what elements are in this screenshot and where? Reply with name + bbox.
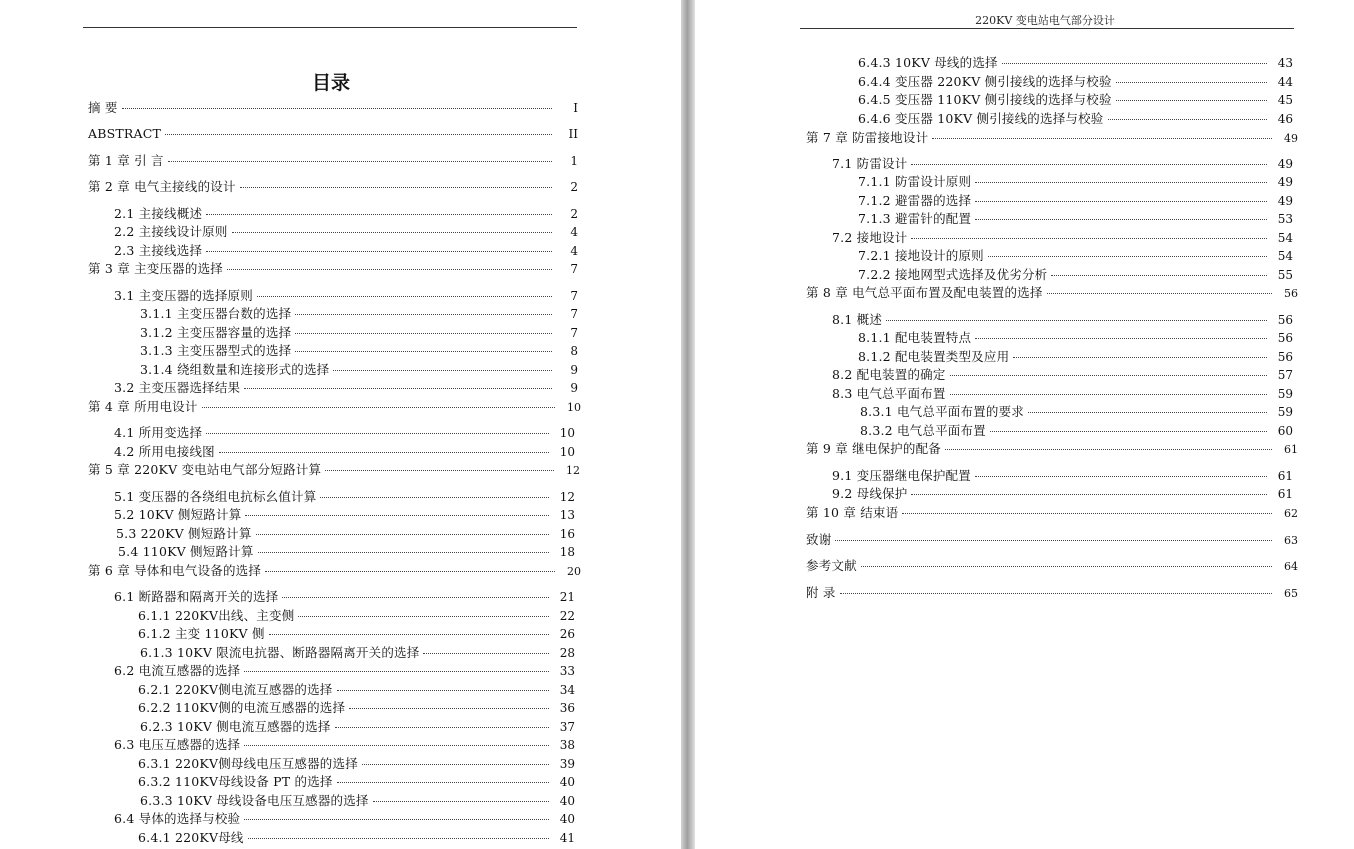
toc-entry-page-number: 18: [559, 545, 575, 559]
toc-entry-page-number: 10: [567, 401, 581, 414]
toc-entry-label: 2.2 主接线设计原则: [114, 224, 228, 239]
toc-entry-page-number: 62: [1284, 507, 1298, 520]
toc-entry-page-number: 53: [1277, 212, 1293, 226]
toc-entry[interactable]: [88, 153, 578, 169]
toc-entry-label: 第 10 章 结束语: [806, 505, 899, 520]
dot-leader: [990, 431, 1267, 432]
dot-leader: [349, 708, 549, 709]
toc-entry-label: 6.2.1 220KV侧电流互感器的选择: [138, 682, 333, 697]
dot-leader: [975, 201, 1267, 202]
dot-leader: [206, 251, 552, 252]
toc-entry[interactable]: [858, 267, 1293, 283]
toc-entry-label: 第 8 章 电气总平面布置及配电装置的选择: [806, 285, 1043, 300]
toc-entry-page-number: 1: [570, 154, 578, 168]
toc-entry-page-number: 28: [559, 646, 575, 660]
toc-entry-page-number: 49: [1277, 194, 1293, 208]
toc-entry[interactable]: [858, 193, 1293, 209]
dot-leader: [1116, 100, 1267, 101]
toc-entry-label: 4.2 所用电接线图: [114, 444, 215, 459]
toc-entry-label: 7.1.1 防雷设计原则: [858, 174, 972, 189]
page-gutter: [681, 0, 695, 849]
toc-entry-page-number: 45: [1277, 93, 1293, 107]
toc-entry[interactable]: [138, 608, 575, 624]
toc-entry-page-number: 54: [1277, 231, 1293, 245]
toc-entry-page-number: 56: [1277, 350, 1293, 364]
toc-entry-page-number: 34: [559, 683, 575, 697]
toc-entry-label: 第 7 章 防雷接地设计: [806, 130, 929, 145]
toc-entry-label: 5.1 变压器的各绕组电抗标幺值计算: [114, 489, 317, 504]
toc-entry[interactable]: [118, 544, 575, 560]
dot-leader: [1116, 82, 1267, 83]
toc-entry-label: 7.1 防雷设计: [832, 156, 908, 171]
dot-leader: [945, 449, 1272, 450]
dot-leader: [295, 351, 552, 352]
toc-entry-label: 第 1 章 引 言: [88, 153, 164, 168]
toc-entry-label: 6.4 导体的选择与校验: [114, 811, 241, 826]
toc-entry[interactable]: [88, 261, 578, 277]
toc-entry-label: 3.1 主变压器的选择原则: [114, 288, 253, 303]
toc-entry-page-number: 7: [570, 307, 578, 321]
toc-entry-page-number: 16: [559, 527, 575, 541]
toc-entry-page-number: II: [568, 127, 578, 141]
toc-entry-page-number: 54: [1277, 249, 1293, 263]
toc-entry-label: 第 2 章 电气主接线的设计: [88, 179, 236, 194]
toc-entry-page-number: 36: [559, 701, 575, 715]
toc-entry-label: 参考文献: [806, 558, 857, 573]
toc-entry-label: 6.4.5 变压器 110KV 侧引接线的选择与校验: [858, 92, 1112, 107]
dot-leader: [244, 745, 549, 746]
toc-entry[interactable]: [858, 211, 1293, 227]
toc-entry-page-number: 63: [1284, 534, 1298, 547]
dot-leader: [269, 634, 549, 635]
toc-entry[interactable]: [860, 404, 1293, 420]
dot-leader: [240, 187, 552, 188]
toc-entry-page-number: 22: [559, 609, 575, 623]
toc-entry-label: 8.1.2 配电装置类型及应用: [858, 349, 1010, 364]
toc-entry-page-number: 20: [567, 565, 581, 578]
dot-leader: [902, 513, 1272, 514]
toc-entry-label: 7.2.2 接地网型式选择及优劣分析: [858, 267, 1048, 282]
toc-entry-label: 9.2 母线保护: [832, 486, 908, 501]
toc-entry[interactable]: [140, 793, 575, 809]
toc-entry-page-number: 49: [1277, 175, 1293, 189]
toc-entry-label: 4.1 所用变选择: [114, 425, 203, 440]
toc-entry-page-number: 57: [1277, 368, 1293, 382]
toc-entry[interactable]: [88, 126, 578, 142]
toc-entry-page-number: 61: [1277, 487, 1293, 501]
toc-entry-page-number: 39: [559, 757, 575, 771]
toc-entry-page-number: 9: [570, 363, 578, 377]
toc-entry[interactable]: [114, 380, 578, 396]
toc-entry-label: 8.3.2 电气总平面布置: [860, 423, 986, 438]
dot-leader: [257, 296, 552, 297]
dot-leader: [202, 407, 555, 408]
toc-entry-page-number: 33: [559, 664, 575, 678]
toc-entry[interactable]: [114, 811, 575, 827]
toc-entry[interactable]: [858, 111, 1293, 127]
dot-leader: [911, 494, 1267, 495]
dot-leader: [975, 338, 1267, 339]
toc-entry-label: 6.1.1 220KV出线、主变侧: [138, 608, 295, 623]
toc-entry[interactable]: [806, 585, 1298, 602]
dot-leader: [244, 388, 552, 389]
toc-entry-page-number: 56: [1277, 313, 1293, 327]
toc-entry-page-number: 21: [559, 590, 575, 604]
toc-entry-label: 第 6 章 导体和电气设备的选择: [88, 563, 262, 578]
toc-entry[interactable]: [858, 349, 1293, 365]
toc-entry-page-number: 46: [1277, 112, 1293, 126]
toc-entry-label: 8.3.1 电气总平面布置的要求: [860, 404, 1024, 419]
toc-entry-page-number: 8: [570, 344, 578, 358]
dot-leader: [295, 333, 552, 334]
toc-entry[interactable]: [806, 130, 1298, 147]
dot-leader: [337, 782, 549, 783]
toc-entry-label: 7.2.1 接地设计的原则: [858, 248, 984, 263]
toc-entry[interactable]: [114, 737, 575, 753]
toc-entry[interactable]: [114, 507, 575, 523]
toc-entry-page-number: 38: [559, 738, 575, 752]
toc-entry-label: 6.2.2 110KV侧的电流互感器的选择: [138, 700, 346, 715]
dot-leader: [245, 515, 549, 516]
toc-entry-page-number: 26: [559, 627, 575, 641]
toc-entry-label: 6.1 断路器和隔离开关的选择: [114, 589, 279, 604]
dot-leader: [232, 232, 552, 233]
toc-entry-label: 6.3 电压互感器的选择: [114, 737, 241, 752]
toc-entry-label: 6.3.3 10KV 母线设备电压互感器的选择: [140, 793, 369, 808]
toc-entry-label: 3.1.2 主变压器容量的选择: [140, 325, 292, 340]
dot-leader: [861, 566, 1272, 567]
toc-entry[interactable]: [858, 174, 1293, 190]
toc-entry[interactable]: [858, 74, 1293, 90]
toc-entry-label: ABSTRACT: [88, 126, 162, 141]
toc-entry-label: 7.2 接地设计: [832, 230, 908, 245]
dot-leader: [265, 571, 555, 572]
toc-entry[interactable]: [140, 343, 578, 359]
toc-entry-label: 致谢: [806, 532, 832, 547]
toc-entry-page-number: 7: [570, 289, 578, 303]
dot-leader: [325, 470, 554, 471]
toc-entry[interactable]: [138, 756, 575, 772]
dot-leader: [362, 764, 549, 765]
dot-leader: [975, 182, 1267, 183]
toc-entry-label: 8.1.1 配电装置特点: [858, 330, 972, 345]
toc-entry[interactable]: [140, 362, 578, 378]
toc-entry[interactable]: [138, 774, 575, 790]
dot-leader: [282, 597, 549, 598]
toc-entry[interactable]: [116, 526, 575, 542]
toc-entry-page-number: 37: [559, 720, 575, 734]
dot-leader: [337, 690, 549, 691]
dot-leader: [295, 314, 552, 315]
toc-entry[interactable]: [88, 100, 578, 116]
toc-title: 目录: [312, 72, 351, 94]
toc-entry-page-number: 7: [570, 262, 578, 276]
toc-entry[interactable]: [832, 312, 1293, 328]
toc-entry-page-number: 12: [559, 490, 575, 504]
toc-entry-label: 第 3 章 主变压器的选择: [88, 261, 223, 276]
toc-entry[interactable]: [114, 243, 578, 259]
toc-entry-page-number: 10: [559, 445, 575, 459]
dot-leader: [227, 269, 552, 270]
toc-entry[interactable]: [832, 367, 1293, 383]
toc-entry-label: 6.4.1 220KV母线: [138, 830, 244, 845]
toc-entry-label: 附 录: [806, 585, 836, 600]
dot-leader: [975, 219, 1267, 220]
toc-entry[interactable]: [114, 444, 575, 460]
dot-leader: [911, 238, 1267, 239]
toc-entry-label: 6.3.2 110KV母线设备 PT 的选择: [138, 774, 333, 789]
toc-entry[interactable]: [858, 92, 1293, 108]
toc-entry-page-number: 40: [559, 812, 575, 826]
dot-leader: [1028, 412, 1267, 413]
dot-leader: [975, 476, 1267, 477]
toc-entry[interactable]: [806, 285, 1298, 302]
toc-entry-label: 9.1 变压器继电保护配置: [832, 468, 971, 483]
toc-entry-label: 3.1.4 绕组数量和连接形式的选择: [140, 362, 330, 377]
dot-leader: [333, 370, 552, 371]
toc-entry-label: 7.1.3 避雷针的配置: [858, 211, 972, 226]
toc-entry[interactable]: [858, 55, 1293, 71]
toc-entry-page-number: 64: [1284, 560, 1298, 573]
toc-entry-page-number: 10: [559, 426, 575, 440]
toc-entry-page-number: 61: [1277, 469, 1293, 483]
toc-entry-label: 摘 要: [88, 100, 118, 115]
toc-entry-label: 3.1.1 主变压器台数的选择: [140, 306, 292, 321]
toc-entry[interactable]: [138, 682, 575, 698]
toc-entry-page-number: 49: [1284, 132, 1298, 145]
toc-entry[interactable]: [832, 156, 1293, 172]
dot-leader: [1047, 293, 1272, 294]
dot-leader: [258, 552, 549, 553]
toc-entry-page-number: 56: [1284, 287, 1298, 300]
toc-entry-label: 6.1.3 10KV 限流电抗器、断路器隔离开关的选择: [140, 645, 420, 660]
dot-leader: [423, 653, 549, 654]
toc-entry-label: 2.1 主接线概述: [114, 206, 203, 221]
toc-entry[interactable]: [114, 425, 575, 441]
toc-entry-page-number: 55: [1277, 268, 1293, 282]
dot-leader: [373, 801, 549, 802]
toc-entry[interactable]: [138, 626, 575, 642]
toc-entry[interactable]: [832, 468, 1293, 484]
toc-entry-label: 6.3.1 220KV侧母线电压互感器的选择: [138, 756, 358, 771]
toc-entry[interactable]: [806, 505, 1298, 522]
toc-entry[interactable]: [140, 645, 575, 661]
dot-leader: [219, 452, 549, 453]
toc-entry[interactable]: [832, 386, 1293, 402]
toc-list-right: [695, 0, 1354, 849]
dot-leader: [122, 108, 552, 109]
toc-entry[interactable]: [140, 306, 578, 322]
toc-entry-page-number: 59: [1277, 387, 1293, 401]
toc-entry-label: 7.1.2 避雷器的选择: [858, 193, 972, 208]
toc-entry[interactable]: [88, 462, 580, 479]
toc-entry[interactable]: [860, 423, 1293, 439]
toc-entry[interactable]: [88, 179, 578, 195]
toc-entry-label: 8.1 概述: [832, 312, 883, 327]
toc-entry-page-number: 9: [570, 381, 578, 395]
toc-entry-label: 6.4.4 变压器 220KV 侧引接线的选择与校验: [858, 74, 1112, 89]
toc-entry[interactable]: [858, 330, 1293, 346]
toc-entry-page-number: 60: [1277, 424, 1293, 438]
dot-leader: [988, 256, 1267, 257]
dot-leader: [206, 433, 549, 434]
dot-leader: [248, 838, 549, 839]
document-page-right[interactable]: [695, 0, 1354, 849]
dot-leader: [244, 819, 549, 820]
toc-entry-page-number: 12: [566, 464, 580, 477]
toc-entry-page-number: 49: [1277, 157, 1293, 171]
toc-entry[interactable]: [114, 206, 578, 222]
dot-leader: [1051, 275, 1267, 276]
dot-leader: [165, 134, 552, 135]
toc-entry-label: 6.2.3 10KV 侧电流互感器的选择: [140, 719, 331, 734]
toc-entry[interactable]: [806, 558, 1298, 575]
toc-entry-page-number: 65: [1284, 587, 1298, 600]
dot-leader: [206, 214, 552, 215]
dot-leader: [298, 616, 549, 617]
toc-entry-page-number: 4: [570, 244, 578, 258]
toc-entry-label: 2.3 主接线选择: [114, 243, 203, 258]
toc-entry[interactable]: [114, 663, 575, 679]
toc-entry[interactable]: [832, 230, 1293, 246]
toc-entry-label: 6.4.3 10KV 母线的选择: [858, 55, 998, 70]
dot-leader: [835, 540, 1272, 541]
toc-entry-page-number: 59: [1277, 405, 1293, 419]
running-header: 220KV 变电站电气部分设计: [975, 14, 1115, 27]
toc-entry-page-number: 4: [570, 225, 578, 239]
toc-entry-label: 6.1.2 主变 110KV 侧: [138, 626, 265, 641]
dot-leader: [1108, 119, 1268, 120]
dot-leader: [335, 727, 549, 728]
toc-entry-label: 6.2 电流互感器的选择: [114, 663, 241, 678]
toc-entry[interactable]: [832, 486, 1293, 502]
toc-entry-label: 6.4.6 变压器 10KV 侧引接线的选择与校验: [858, 111, 1104, 126]
toc-entry[interactable]: [140, 325, 578, 341]
dot-leader: [168, 161, 552, 162]
toc-entry-page-number: 41: [559, 831, 575, 845]
toc-entry-page-number: 44: [1277, 75, 1293, 89]
toc-entry[interactable]: [114, 224, 578, 240]
toc-entry-page-number: 40: [559, 794, 575, 808]
dot-leader: [244, 671, 549, 672]
toc-entry[interactable]: [114, 489, 575, 505]
toc-entry-page-number: I: [573, 101, 578, 115]
toc-entry[interactable]: [806, 532, 1298, 549]
toc-entry-page-number: 40: [559, 775, 575, 789]
toc-entry-label: 5.3 220KV 侧短路计算: [116, 526, 252, 541]
toc-entry-label: 8.3 电气总平面布置: [832, 386, 946, 401]
dot-leader: [1013, 357, 1267, 358]
toc-entry[interactable]: [114, 589, 575, 605]
toc-entry-label: 3.1.3 主变压器型式的选择: [140, 343, 292, 358]
toc-entry-label: 3.2 主变压器选择结果: [114, 380, 241, 395]
toc-entry[interactable]: [858, 248, 1293, 264]
toc-entry-label: 第 9 章 继电保护的配备: [806, 441, 941, 456]
dot-leader: [932, 138, 1272, 139]
dot-leader: [950, 375, 1267, 376]
toc-entry[interactable]: [138, 830, 575, 846]
dot-leader: [1002, 63, 1267, 64]
dot-leader: [911, 164, 1267, 165]
toc-entry-label: 第 4 章 所用电设计: [88, 399, 198, 414]
toc-entry[interactable]: [138, 700, 575, 716]
toc-entry-page-number: 43: [1277, 56, 1293, 70]
toc-entry[interactable]: [806, 441, 1298, 458]
toc-entry-page-number: 2: [570, 180, 578, 194]
toc-entry-page-number: 7: [570, 326, 578, 340]
toc-entry-label: 第 5 章 220KV 变电站电气部分短路计算: [88, 462, 322, 477]
toc-entry-page-number: 13: [559, 508, 575, 522]
dot-leader: [886, 320, 1267, 321]
dot-leader: [256, 534, 549, 535]
dot-leader: [840, 593, 1272, 594]
toc-entry-label: 5.4 110KV 侧短路计算: [118, 544, 254, 559]
toc-entry[interactable]: [88, 399, 581, 416]
toc-entry-page-number: 56: [1277, 331, 1293, 345]
toc-entry-page-number: 61: [1284, 443, 1298, 456]
dot-leader: [950, 394, 1267, 395]
toc-entry-label: 8.2 配电装置的确定: [832, 367, 946, 382]
toc-entry[interactable]: [88, 563, 581, 580]
toc-entry-label: 5.2 10KV 侧短路计算: [114, 507, 242, 522]
toc-entry-page-number: 2: [570, 207, 578, 221]
dot-leader: [320, 497, 549, 498]
toc-entry[interactable]: [114, 288, 578, 304]
toc-entry[interactable]: [140, 719, 575, 735]
